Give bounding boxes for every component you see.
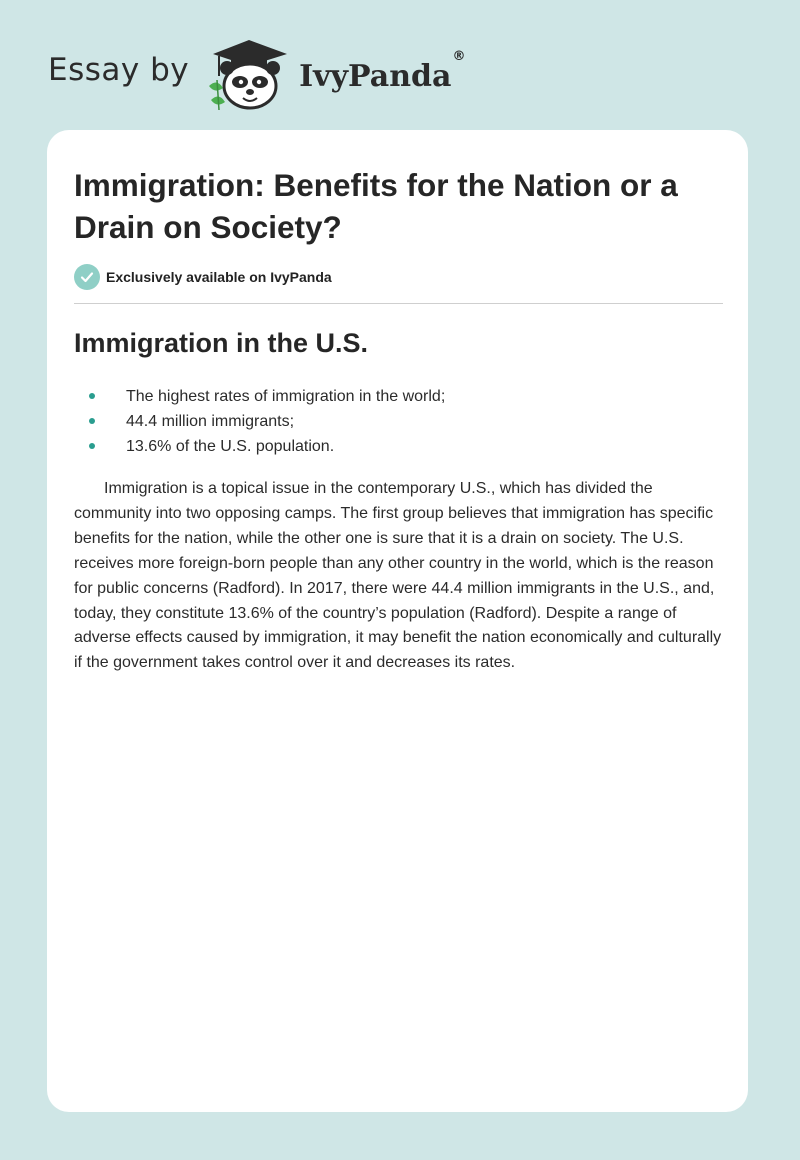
brand-name[interactable]: IvyPanda® [299,48,466,94]
bullet-list [74,384,445,459]
check-icon [74,264,100,290]
essay-card [47,130,748,1112]
registered-mark: ® [452,48,466,64]
list-item [74,434,445,459]
list-item-text: 44.4 million immigrants; [126,413,295,430]
bullet-icon [89,443,95,449]
bullet-icon [89,393,95,399]
panda-graduate-logo-icon[interactable] [203,34,295,114]
essay-title: Immigration: Benefits for the Nation or a Drain on Society? [74,167,678,245]
list-item [74,384,445,409]
list-item [74,409,445,434]
list-item-text: The highest rates of immigration in the world; [126,388,446,405]
list-item-text: 13.6% of the U.S. population. [126,438,335,455]
body-paragraph: Immigration is a topical issue in the contemporary U.S., which has divided the community into two opposing camps. The first group believes that immigration has specific benefits for the nation, while the other one is sure that it is a drain on society. The U.S. receives more foreign-born people than any other country in the world, which is the reason for public concerns (Radford). In 2017, there were 44.4 million immigrants in the U.S., and, today, they constitute 13.6% of the country’s population (Radford). Despite a range of adverse effects caused by immigration, it may benefit the nation economically and culturally if the government takes control over it and decreases its rates. [74,480,722,672]
section-heading: Immigration in the U.S. [74,328,369,358]
bullet-icon [89,418,95,424]
exclusive-label: Exclusively available on IvyPanda [106,269,332,285]
divider [74,303,723,304]
essay-by-label: Essay by [48,52,190,88]
exclusive-availability [74,264,332,290]
site-header [48,34,465,114]
